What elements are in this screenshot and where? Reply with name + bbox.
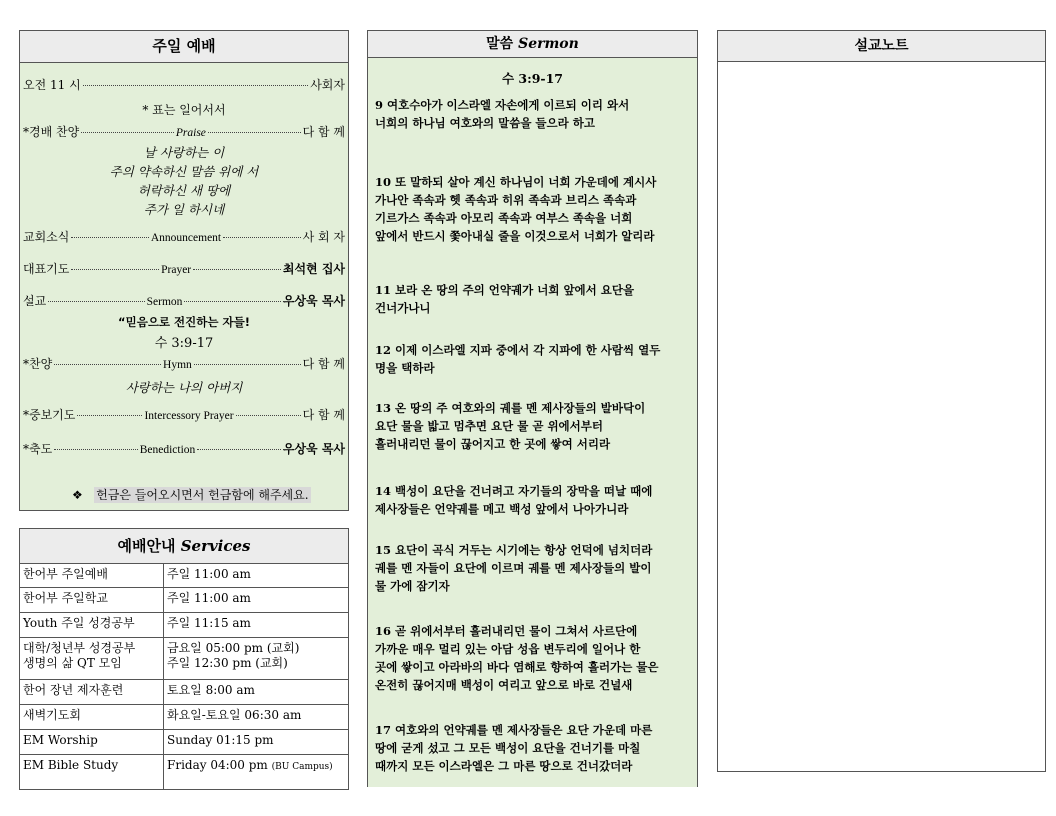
table-row <box>20 704 348 730</box>
service-time-value: Friday 04:00 pm <box>167 758 268 772</box>
sermon-mid: Sermon <box>146 296 183 308</box>
service-time: 주일 11:00 am <box>167 567 251 581</box>
offering-note: 헌금은 들어오시면서 헌금함에 해주세요. <box>96 488 309 502</box>
leader-dots <box>236 415 301 416</box>
hymn1-left: *경배 찬양 <box>23 125 80 139</box>
hymn1-line-3: 허락하신 새 땅에 <box>137 183 231 198</box>
service-name <box>23 641 158 671</box>
benediction-left: *축도 <box>23 442 53 456</box>
intercession-right: 다 함 께 <box>302 408 345 422</box>
hymn1-line-1: 날 사랑하는 이 <box>143 145 225 160</box>
verse-line: 물 가에 잠기자 <box>375 579 450 593</box>
service-time <box>167 641 346 671</box>
announcement-mid: Announcement <box>150 232 222 244</box>
leader-dots <box>83 85 309 86</box>
sermon-row <box>23 292 345 310</box>
announcement-right: 사 회 자 <box>302 230 346 244</box>
sermon-title <box>368 31 697 58</box>
hymn1-mid: Praise <box>175 127 206 139</box>
prayer-left: 대표기도 <box>23 262 70 276</box>
verse-line: 9 여호수아가 이스라엘 자손에게 이르되 이리 와서 <box>375 98 630 112</box>
verse-line: 흘러내리던 물이 끊어지고 한 곳에 쌓여 서리라 <box>375 437 611 451</box>
standing-note: * 표는 일어서서 <box>142 103 226 117</box>
verse-line: 가까운 매우 멀리 있는 아담 성읍 변두리에 일어나 한 <box>375 642 641 656</box>
verse-line: 13 온 땅의 주 여호와의 궤를 멘 제사장들의 발바닥이 <box>375 401 646 415</box>
verse-line: 명을 택하라 <box>375 361 435 375</box>
verse-line: 요단 물을 밟고 멈추면 요단 물 곧 위에서부터 <box>375 419 603 433</box>
services-title-en: Services <box>180 537 251 555</box>
verse-line: 때까지 모든 이스라엘은 그 마른 땅으로 건너갔더라 <box>375 759 633 773</box>
service-time-line2: 주일 12:30 pm (교회) <box>167 656 288 670</box>
service-time: 주일 11:15 am <box>167 616 251 630</box>
benediction-mid: Benediction <box>139 444 196 456</box>
service-location-note: (BU Campus) <box>271 762 333 772</box>
leader-dots <box>54 449 138 450</box>
service-name-line1: 대학/청년부 성경공부 <box>23 641 136 655</box>
service-leader: 사회자 <box>310 78 345 92</box>
worship-title: 주일 예배 <box>20 31 348 63</box>
verse-line: 12 이제 이스라엘 지파 중에서 각 지파에 한 사람씩 열두 <box>375 343 661 357</box>
leader-dots <box>197 449 281 450</box>
hymn2-left: *찬양 <box>23 357 53 371</box>
verse-16 <box>375 622 689 694</box>
table-row <box>20 754 348 791</box>
verse-13 <box>375 399 689 453</box>
benediction-row <box>23 440 345 458</box>
verse-line: 건너가나니 <box>375 301 431 315</box>
service-time <box>167 758 346 775</box>
sermon-notes-panel[interactable] <box>717 30 1046 772</box>
leader-dots <box>54 364 161 365</box>
hymn2-line: 사랑하는 나의 아버지 <box>125 380 243 395</box>
leader-dots <box>48 301 144 302</box>
service-name: Youth 주일 성경공부 <box>23 616 135 630</box>
sermon-title-en: Sermon <box>518 36 579 52</box>
intercession-left: *중보기도 <box>23 408 76 422</box>
hymn2-mid: Hymn <box>163 359 192 371</box>
announcement-row <box>23 228 345 246</box>
leader-dots <box>194 364 301 365</box>
diamond-bullet-icon: ❖ <box>72 488 83 502</box>
sermon-left: 설교 <box>23 294 47 308</box>
offering-note-line <box>72 486 311 503</box>
service-name: 한어부 주일학교 <box>23 591 108 605</box>
benediction-right: 우상욱 목사 <box>282 442 345 456</box>
verse-line: 11 보라 온 땅의 주의 언약궤가 너희 앞에서 요단을 <box>375 283 635 297</box>
leader-dots <box>71 237 148 238</box>
leader-dots <box>81 132 174 133</box>
leader-dots <box>223 237 300 238</box>
table-row <box>20 637 348 680</box>
verse-14 <box>375 482 689 518</box>
hymn1-row <box>23 123 345 141</box>
table-row <box>20 729 348 755</box>
sermon-right: 우상욱 목사 <box>282 294 346 308</box>
service-name: 한어 장년 제자훈련 <box>23 683 124 697</box>
hymn2-right: 다 함 께 <box>302 357 345 371</box>
prayer-row <box>23 260 345 278</box>
verse-line: 16 곧 위에서부터 흘러내리던 물이 그쳐서 사르단에 <box>375 624 638 638</box>
service-name: 한어부 주일예배 <box>23 567 108 581</box>
verse-line: 곳에 쌓이고 아라바의 바다 염해로 향하여 흘러가는 물은 <box>375 660 659 674</box>
verse-line: 땅에 굳게 섰고 그 모든 백성이 요단을 건너기를 마칠 <box>375 741 641 755</box>
service-time: 화요일-토요일 06:30 am <box>167 708 302 722</box>
service-time: Sunday 01:15 pm <box>167 733 274 747</box>
service-name: 새벽기도회 <box>23 708 81 722</box>
leader-dots <box>184 301 280 302</box>
verse-line: 기르가스 족속과 아모리 족속과 여부스 족속을 너희 <box>375 211 633 225</box>
sermon-reference: 수 3:9-17 <box>154 336 214 351</box>
verse-line: 17 여호와의 언약궤를 멘 제사장들은 요단 가운데 마른 <box>375 723 653 737</box>
verse-17 <box>375 721 689 775</box>
intercession-row <box>23 406 345 424</box>
hymn1-right: 다 함 께 <box>302 125 345 139</box>
table-row <box>20 679 348 705</box>
leader-dots <box>208 132 301 133</box>
leader-dots <box>193 269 281 270</box>
prayer-mid: Prayer <box>161 264 192 276</box>
verse-line: 15 요단이 곡식 거두는 시기에는 항상 언덕에 넘치더라 <box>375 543 653 557</box>
worship-order-panel <box>19 30 349 511</box>
services-panel <box>19 528 349 790</box>
intercession-mid: Intercessory Prayer <box>144 410 234 422</box>
verse-line: 14 백성이 요단을 건너려고 자기들의 장막을 떠날 때에 <box>375 484 653 498</box>
service-time: 주일 11:00 am <box>167 591 251 605</box>
verse-15 <box>375 541 689 595</box>
hymn1-line-2: 주의 약속하신 말씀 위에 서 <box>109 164 259 179</box>
table-row <box>20 587 348 613</box>
verse-11 <box>375 281 689 317</box>
service-time-line1: 금요일 05:00 pm (교회) <box>167 641 300 655</box>
service-time-row <box>23 76 345 94</box>
prayer-right: 최석현 집사 <box>282 262 345 276</box>
verse-line: 앞에서 반드시 쫓아내실 줄을 이것으로서 너희가 알리라 <box>375 229 655 243</box>
service-time: 오전 11 시 <box>23 78 81 92</box>
verse-line: 너희의 하나님 여호와의 말씀을 들으라 하고 <box>375 116 595 130</box>
verse-line: 10 또 말하되 살아 계신 하나님이 너희 가운데에 계시사 <box>375 175 657 189</box>
hymn1-line-4: 주가 일 하시네 <box>143 202 225 217</box>
verse-line: 제사장들은 언약궤를 메고 백성 앞에서 나아가니라 <box>375 502 629 516</box>
services-title <box>20 529 348 564</box>
leader-dots <box>71 269 159 270</box>
sermon-notes-title: 설교노트 <box>718 31 1045 62</box>
verse-line: 궤를 멘 자들이 요단에 이르며 궤를 멘 제사장들의 발이 <box>375 561 652 575</box>
scripture-reference: 수 3:9-17 <box>501 71 564 86</box>
verse-12 <box>375 341 689 377</box>
leader-dots <box>77 415 142 416</box>
announcement-left: 교회소식 <box>23 230 70 244</box>
table-row <box>20 612 348 638</box>
service-name: EM Worship <box>23 733 98 747</box>
sermon-panel <box>367 30 698 787</box>
sermon-title-ko: 말씀 <box>486 36 514 52</box>
service-name: EM Bible Study <box>23 758 119 772</box>
service-name-line2: 생명의 삶 QT 모임 <box>23 656 122 670</box>
verse-9 <box>375 96 689 132</box>
verse-line: 온전히 끊어지매 백성이 여리고 앞으로 바로 건널새 <box>375 678 633 692</box>
table-row <box>20 563 348 588</box>
hymn2-row <box>23 355 345 373</box>
verse-10 <box>375 173 689 245</box>
services-title-ko: 예배안내 <box>117 537 176 555</box>
sermon-title: “믿음으로 전진하는 자들! <box>118 315 250 329</box>
service-time: 토요일 8:00 am <box>167 683 255 697</box>
verse-line: 가나안 족속과 헷 족속과 히위 족속과 브리스 족속과 <box>375 193 637 207</box>
